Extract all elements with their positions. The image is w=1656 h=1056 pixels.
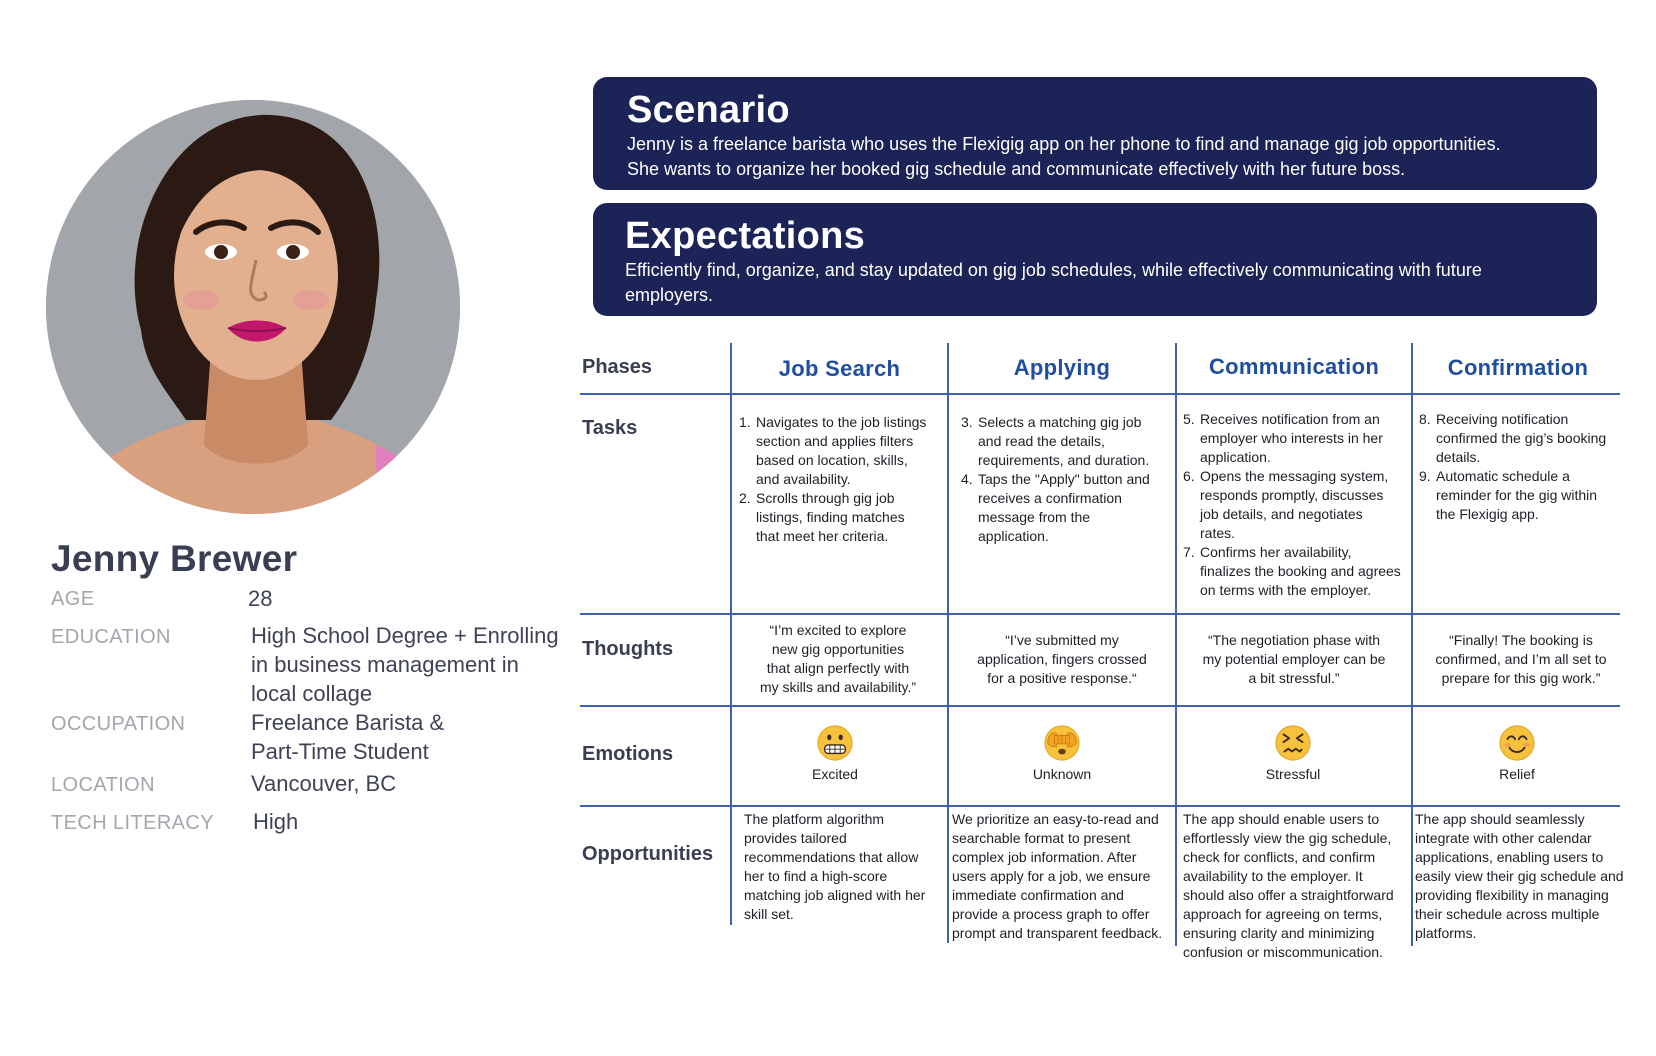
emotion-label: Excited	[812, 766, 858, 782]
row-label-emotions: Emotions	[582, 743, 674, 765]
expectations-text: Efficiently find, organize, and stay updated on gig job schedules, while effectively communicating with future employers.	[625, 260, 1482, 305]
grid-line-tasks	[580, 613, 1620, 615]
emotion-confirmation	[1417, 724, 1617, 782]
task-item: 9. Automatic schedule a reminder for the gig within the Flexigig app.	[1419, 468, 1598, 522]
occupation-value: Freelance Barista & Part-Time Student	[251, 710, 445, 764]
opportunity-communication: The app should enable users to effortlessly view the gig schedule, check for conflicts, and confirm availability to the employer. It should also offer a straightforward approach for agreeing on terms, ensuring clarity and minimizing confusion or miscommunication.	[1183, 811, 1394, 960]
task-item: 1. Navigates to the job listings section and applies filters based on location, skills, and availability.	[739, 414, 927, 487]
expectations-banner	[593, 203, 1597, 316]
education-label: EDUCATION	[51, 626, 171, 648]
row-label-thoughts: Thoughts	[582, 638, 674, 660]
location-value: Vancouver, BC	[251, 771, 397, 796]
expectations-title: Expectations	[625, 215, 866, 257]
task-item: 8. Receiving notification confirmed the gig’s booking details.	[1419, 411, 1607, 465]
thought-confirmation: “Finally! The booking is confirmed, and I’m all set to prepare for this gig work.”	[1435, 632, 1607, 686]
grid-line-emotions	[580, 805, 1620, 807]
grid-line-phases	[580, 393, 1620, 395]
education-value: High School Degree + Enrolling in business management in local collage	[251, 623, 559, 706]
task-item: 2. Scrolls through gig job listings, finding matches that meet her criteria.	[739, 490, 905, 544]
row-label-tasks: Tasks	[582, 417, 638, 439]
face-with-hand-over-eyes-icon	[1043, 724, 1081, 762]
occupation-label: OCCUPATION	[51, 713, 186, 735]
phase-heading-confirmation: Confirmation	[1447, 355, 1589, 380]
age-value: 28	[248, 586, 273, 611]
grid-column-divider-2	[947, 343, 949, 943]
task-item: 3. Selects a matching gig job and read the details, requirements, and duration.	[961, 414, 1150, 468]
thought-applying: “I’ve submitted my application, fingers crossed for a positive response.“	[977, 632, 1147, 686]
scenario-text: Jenny is a freelance barista who uses the Flexigig app on her phone to find and manage gig job opportunities. She wants to organize her booked gig schedule and communicate effectively with her future boss.	[627, 134, 1501, 179]
task-item: 5. Receives notification from an employer who interests in her application.	[1183, 411, 1383, 465]
grid-column-divider-4	[1411, 343, 1413, 946]
persona-portrait-illustration	[46, 100, 460, 514]
tasks-confirmation	[1419, 410, 1624, 524]
thought-communication: “The negotiation phase with my potential employer can be a bit stressful.”	[1202, 632, 1386, 686]
phase-heading-job-search: Job Search	[778, 356, 901, 381]
row-label-phases: Phases	[582, 356, 653, 378]
tech-literacy-value: High	[253, 809, 299, 834]
emotion-job-search	[735, 724, 935, 782]
emotion-label: Stressful	[1265, 766, 1321, 782]
scenario-title: Scenario	[627, 89, 790, 131]
persona-avatar	[46, 100, 460, 514]
tasks-applying	[961, 413, 1173, 546]
phase-heading-communication: Communication	[1208, 354, 1380, 379]
opportunity-job-search: The platform algorithm provides tailored recommendations that allow her to find a high-score matching job aligned with her skill set.	[744, 811, 926, 922]
opportunity-confirmation: The app should seamlessly integrate with other calendar applications, enabling users to easily view their gig schedule and providing flexibility in managing their schedule across multiple platforms.	[1415, 811, 1624, 941]
emotion-label: Relief	[1499, 766, 1535, 782]
task-item: 6. Opens the messaging system, responds promptly, discusses job details, and negotiates rates.	[1183, 468, 1389, 541]
grid-column-divider-3	[1175, 343, 1177, 946]
opportunity-applying: We prioritize an easy-to-read and searchable format to present complex job information. After users apply for a job, we ensure immediate confirmation and provide a process graph to offer prompt and transparent feedback.	[952, 811, 1163, 941]
task-item: 7. Confirms her availability, finalizes the booking and agrees on terms with the employer.	[1183, 544, 1401, 598]
grid-line-thoughts	[580, 705, 1620, 707]
emotion-label: Unknown	[1032, 766, 1092, 782]
persona-name: Jenny Brewer	[51, 538, 298, 579]
grid-column-divider-1	[730, 343, 732, 925]
location-label: LOCATION	[51, 774, 155, 796]
phase-heading-applying: Applying	[1013, 355, 1111, 380]
emotion-applying	[962, 724, 1162, 782]
smiling-face-icon	[1498, 724, 1536, 762]
tasks-communication	[1183, 410, 1409, 600]
task-item: 4. Taps the "Apply" button and receives a confirmation message from the application.	[961, 471, 1150, 544]
age-label: AGE	[51, 588, 95, 610]
tasks-job-search	[739, 413, 944, 546]
thought-job-search: “I’m excited to explore new gig opportunities that align perfectly with my skills and availability.”	[759, 622, 917, 695]
emotion-communication	[1193, 724, 1393, 782]
scenario-banner	[593, 77, 1597, 190]
tech-literacy-label: TECH LITERACY	[51, 812, 215, 834]
grimacing-face-icon	[816, 724, 854, 762]
row-label-opportunities: Opportunities	[582, 843, 714, 865]
confounded-face-icon	[1274, 724, 1312, 762]
